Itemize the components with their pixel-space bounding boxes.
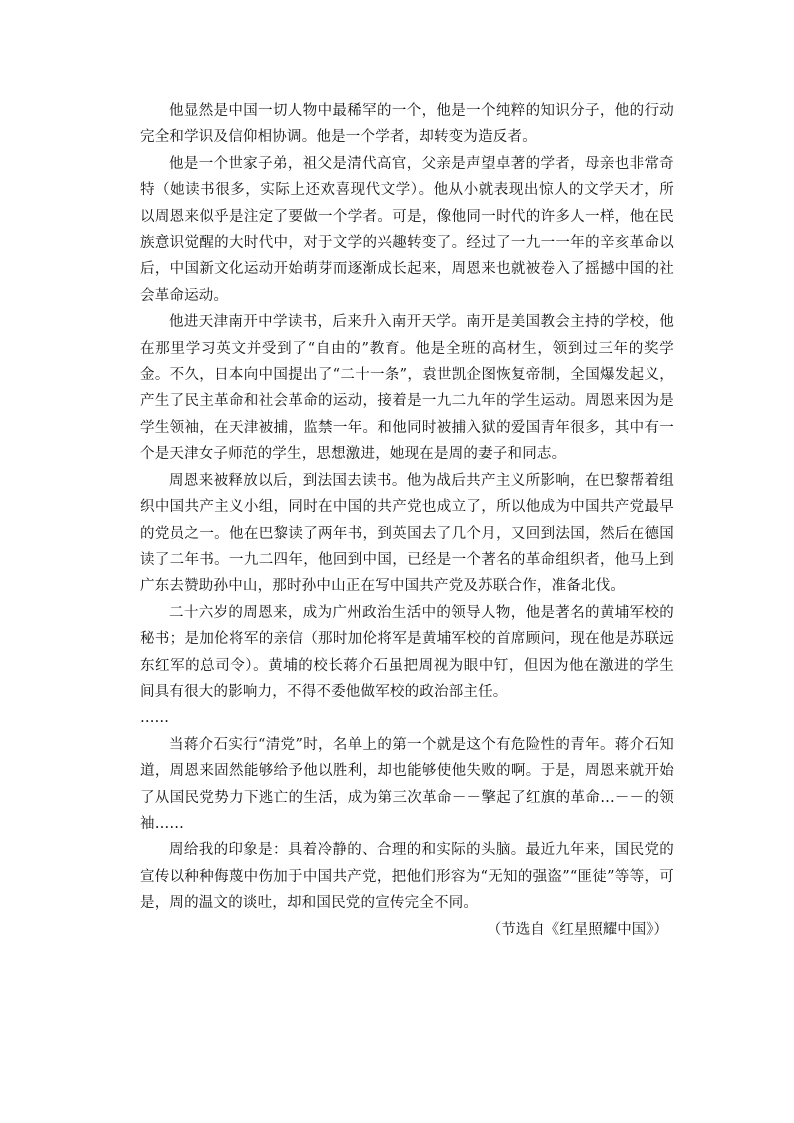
- document-page: [140, 98, 674, 943]
- paragraph-7: 周给我的印象是：具着冷静的、合理的和实际的头脑。最近九年来，国民党的宣传以种种侮蔑中伤加于中国共产党，把他们形容为“无知的强盗”“匪徒”等等，可是，周的温文的谈吐，却和国民党的宣传完全不同。: [140, 842, 674, 912]
- source-citation: （节选自《红星照耀中国》）: [486, 921, 668, 938]
- paragraph-3: 他进天津南开中学读书，后来升入南开天学。南开是美国教会主持的学校，他在那里学习英文并受到了“自由的”教育。他是全班的高材生，领到过三年的奖学金。不久，日本向中国提出了“二十一条”，袁世凯企图恢复帝制，全国爆发起义，产生了民主革命和社会革命的运动，接着是一九二九年的学生运动。周恩来因为是学生领袖，在天津被捕，监禁一年。和他同时被捕入狱的爱国青年很多，其中有一个是天津女子师范的学生，思想激进，她现在是周的妻子和同志。: [140, 314, 674, 463]
- paragraph-6: 当蒋介石实行“清党”时，名单上的第一个就是这个有危险性的青年。蒋介石知道，周恩来固然能够给予他以胜利，却也能够使他失败的啊。于是，周恩来就开始了从国民党势力下逃亡的生活，成为第三次革命－－擎起了红旗的革命…－－的领袖……: [140, 736, 674, 832]
- omission-ellipsis: ……: [140, 710, 169, 727]
- paragraph-4: 周恩来被释放以后，到法国去读书。他为战后共产主义所影响，在巴黎帮着组织中国共产主义小组，同时在中国的共产党也成立了，所以他成为中国共产党最早的党员之一。他在巴黎读了两年书，到英国去了几个月，又回到法国，然后在德国读了二年书。一九二四年，他回到中国，已经是一个著名的革命组织者，他马上到广东去赞助孙中山，那时孙中山正在写中国共产党及苏联合作，准备北伐。: [140, 472, 674, 595]
- paragraph-5: 二十六岁的周恩来，成为广州政治生活中的领导人物，他是著名的黄埔军校的秘书；是加伦将军的亲信（那时加伦将军是黄埔军校的首席顾问，现在他是苏联远东红军的总司令）。黄埔的校长蒋介石虽把周视为眼中钉，但因为他在激进的学生间具有很大的影响力，不得不委他做军校的政治部主任。: [140, 604, 674, 700]
- paragraph-2: 他是一个世家子弟，祖父是清代高官，父亲是声望卓著的学者，母亲也非常奇特（她读书很多，实际上还欢喜现代文学）。他从小就表现出惊人的文学天才，所以周恩来似乎是注定了要做一个学者。可是，像他同一时代的许多人一样，他在民族意识觉醒的大时代中，对于文学的兴趣转变了。经过了一九一一年的辛亥革命以后，中国新文化运动开始萌芽而逐渐成长起来，周恩来也就被卷入了摇撼中国的社会革命运动。: [140, 155, 674, 304]
- paragraph-1: 他显然是中国一切人物中最稀罕的一个，他是一个纯粹的知识分子，他的行动完全和学识及信仰相协调。他是一个学者，却转变为造反者。: [140, 103, 674, 146]
